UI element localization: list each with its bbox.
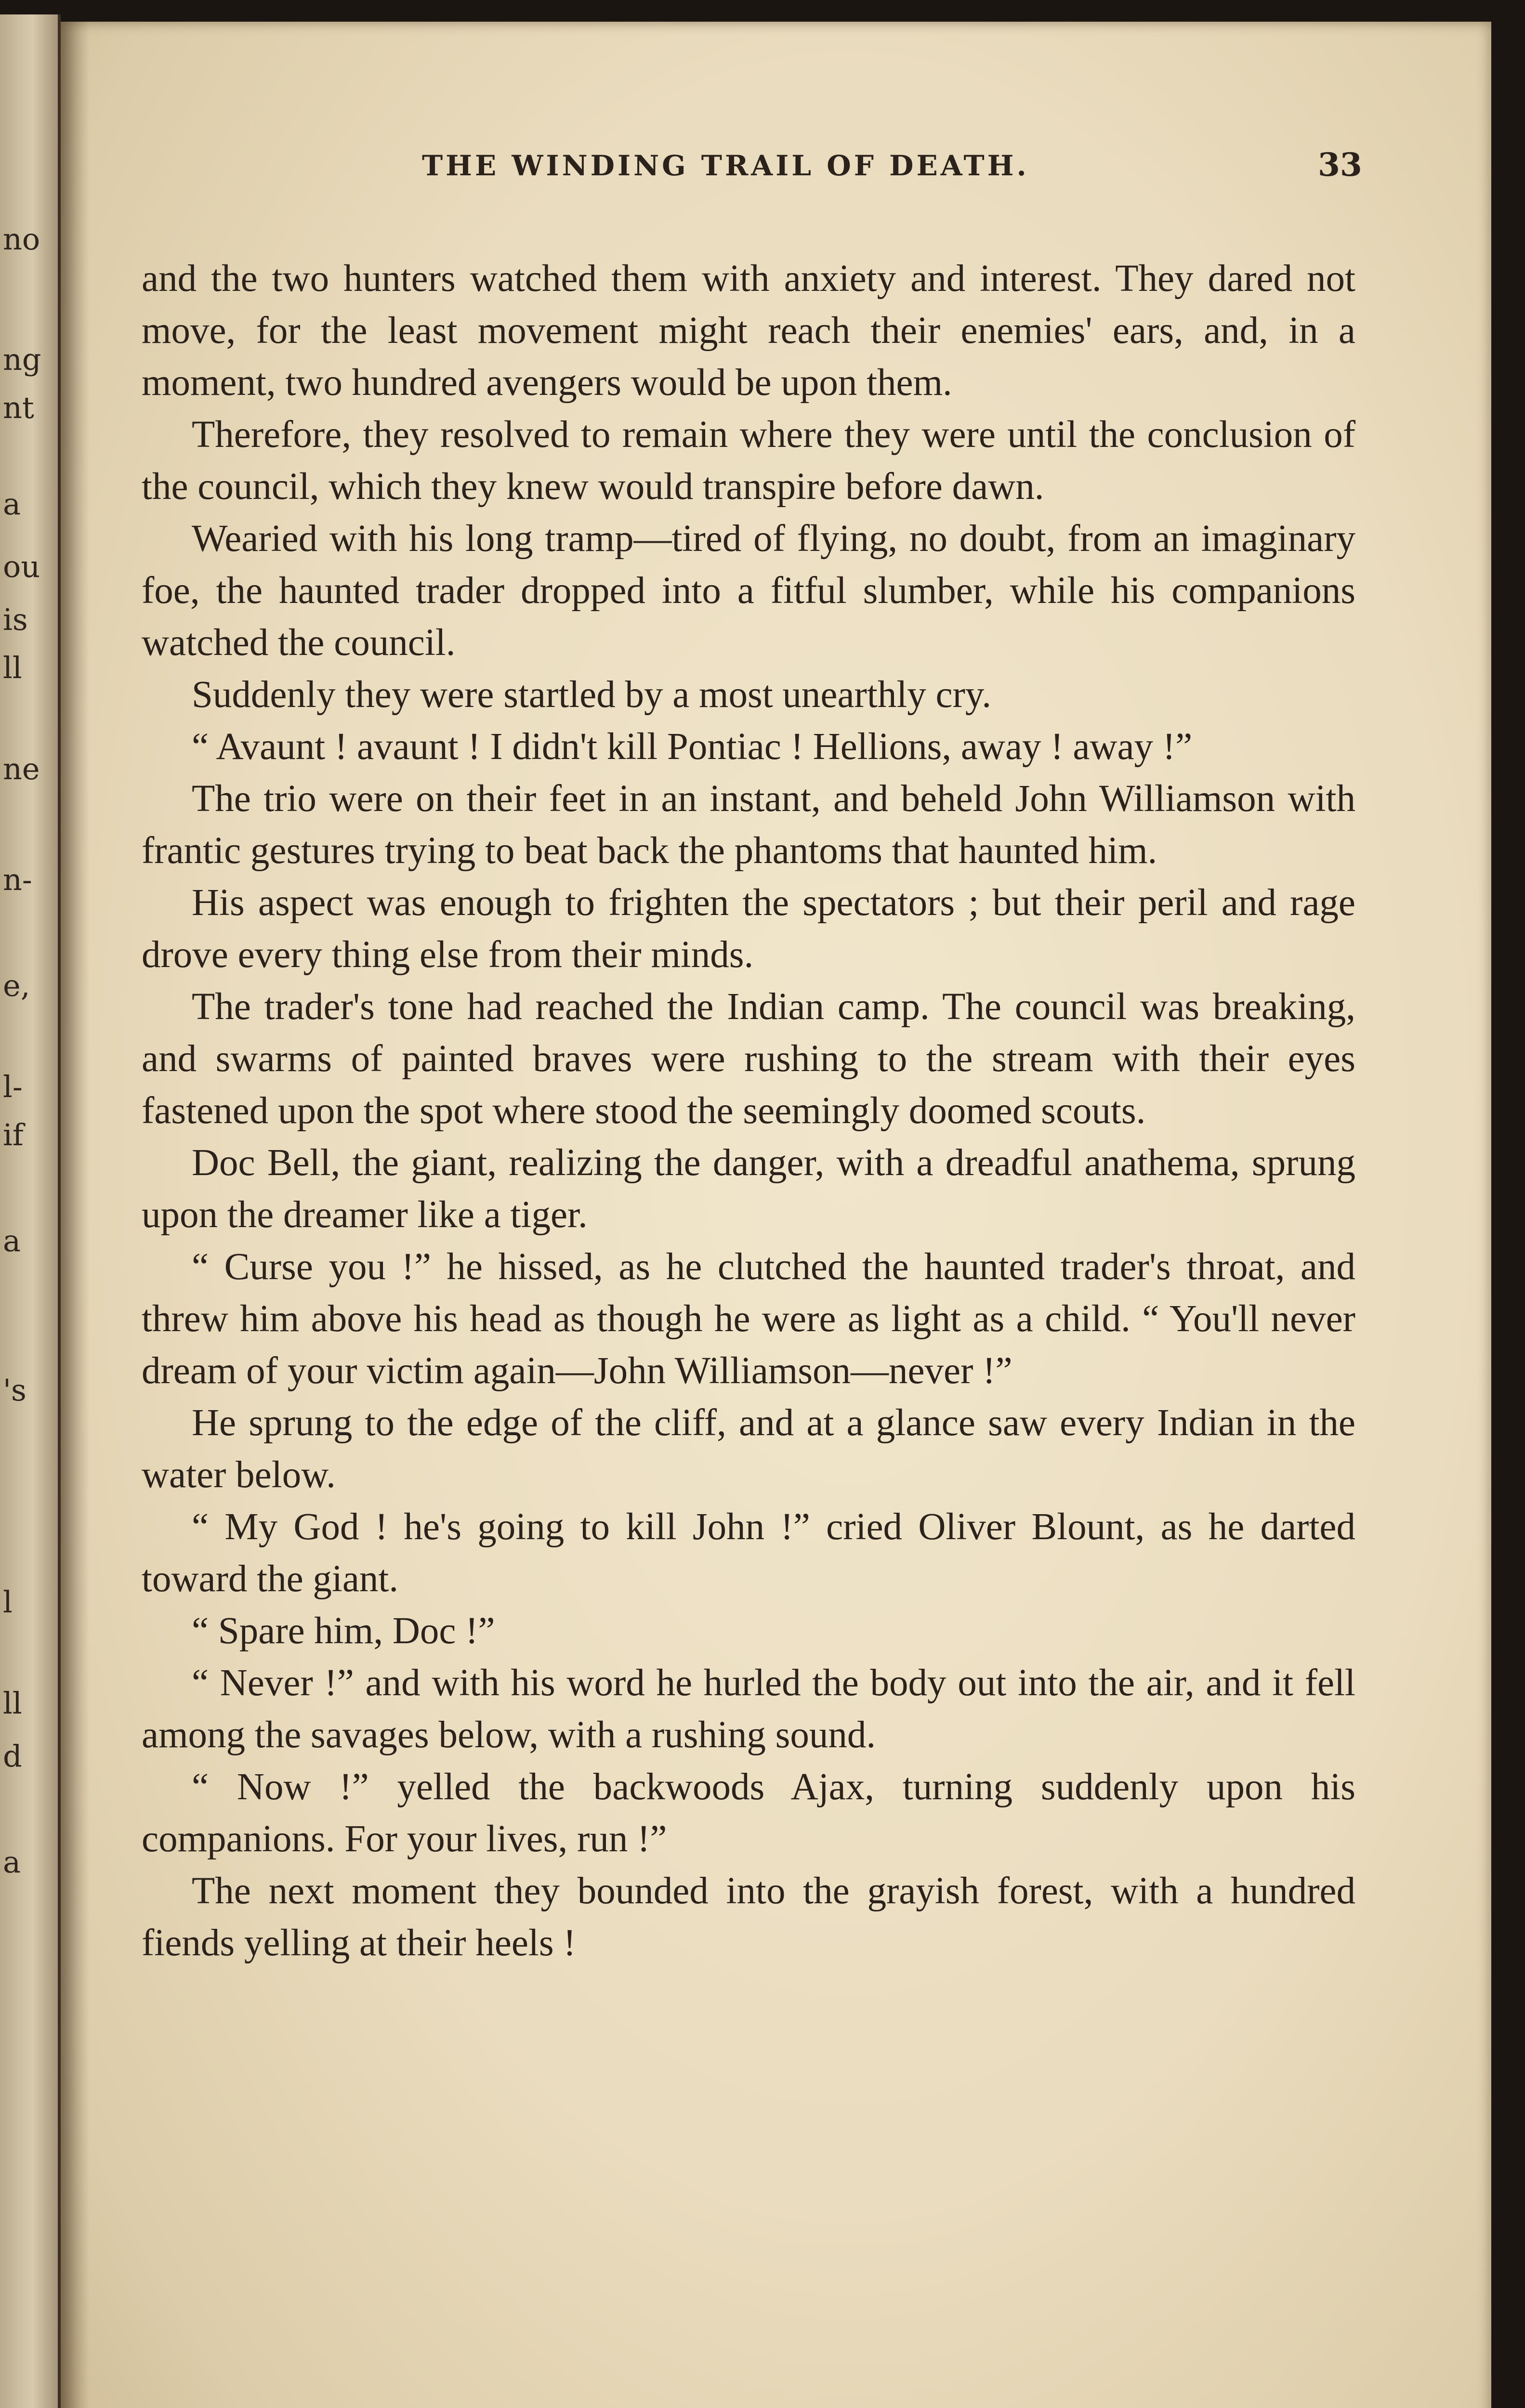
body-text [142, 253, 1355, 1969]
paragraph: Therefore, they resolved to remain where they were until the conclusion of the council, which they knew would transpire before dawn. [142, 414, 1355, 508]
paragraph: “ Never !” and with his word he hurled the body out into the air, and it fell among the savages below, with a rushing sound. [142, 1662, 1355, 1756]
facing-page-fragment: l [3, 1584, 13, 1620]
paragraph: “ My God ! he's going to kill John !” cried Oliver Blount, as he darted toward the giant. [142, 1506, 1355, 1600]
paragraph: “ Avaunt ! avaunt ! I didn't kill Pontiac ! Hellions, away ! away !” [192, 726, 1193, 768]
facing-page-fragment: ng [3, 342, 41, 377]
facing-page-edge [0, 14, 61, 2408]
paragraph: “ Now !” yelled the backwoods Ajax, turning suddenly upon his companions. For your lives, run !” [142, 1766, 1355, 1860]
facing-page-fragment: 's [3, 1373, 26, 1408]
facing-page-fragment: d [3, 1739, 22, 1774]
facing-page-fragment: a [3, 1223, 21, 1258]
facing-page-fragment: a [3, 486, 21, 522]
paragraph: The trio were on their feet in an instant, and beheld John Williamson with frantic gestures trying to beat back the phantoms that haunted him. [142, 778, 1355, 872]
page-number: 33 [1318, 146, 1362, 183]
paragraph: Suddenly they were startled by a most unearthly cry. [192, 674, 992, 716]
paragraph: Doc Bell, the giant, realizing the danger, with a dreadful anathema, sprung upon the dreamer like a tiger. [142, 1142, 1355, 1236]
running-title: THE WINDING TRAIL OF DEATH. [422, 149, 1029, 182]
facing-page-fragment: ne [3, 751, 40, 786]
facing-page-fragment: l- [3, 1069, 23, 1104]
paragraph: and the two hunters watched them with anxiety and interest. They dared not move, for the least movement might reach their enemies' ears, and, in a moment, two hundred avengers would be upon them. [142, 258, 1355, 404]
facing-page-fragment: ou [3, 549, 40, 584]
paragraph: The trader's tone had reached the Indian camp. The council was breaking, and swarms of painted braves were rushing to the stream with their eyes fastened upon the spot where stood the seemingly doomed scouts. [142, 986, 1355, 1132]
paragraph: “ Curse you !” he hissed, as he clutched the haunted trader's throat, and threw him above his head as though he were as light as a child. “ You'll never dream of your victim again—John Williamson—never !” [142, 1246, 1355, 1392]
facing-page-fragment: n- [3, 862, 32, 897]
paragraph: “ Spare him, Doc !” [192, 1610, 495, 1652]
facing-page-fragment: if [3, 1117, 24, 1152]
gutter-shadow [61, 22, 90, 2408]
facing-page-fragment: a [3, 1845, 21, 1880]
facing-page-fragment: nt [3, 390, 34, 425]
facing-page-fragment: e, [3, 968, 30, 1003]
paragraph: The next moment they bounded into the grayish forest, with a hundred fiends yelling at their heels ! [142, 1870, 1355, 1964]
facing-page-fragment: ll [3, 1686, 22, 1721]
facing-page-fragment: ll [3, 650, 22, 685]
facing-page-fragment: is [3, 602, 28, 637]
facing-page-fragment: no [3, 222, 40, 257]
paragraph: He sprung to the edge of the cliff, and at a glance saw every Indian in the water below. [142, 1402, 1355, 1496]
book-page [61, 22, 1491, 2408]
paragraph: Wearied with his long tramp—tired of flying, no doubt, from an imaginary foe, the haunted trader dropped into a fitful slumber, while his companions watched the council. [142, 518, 1355, 664]
paragraph: His aspect was enough to frighten the spectators ; but their peril and rage drove every thing else from their minds. [142, 882, 1355, 976]
